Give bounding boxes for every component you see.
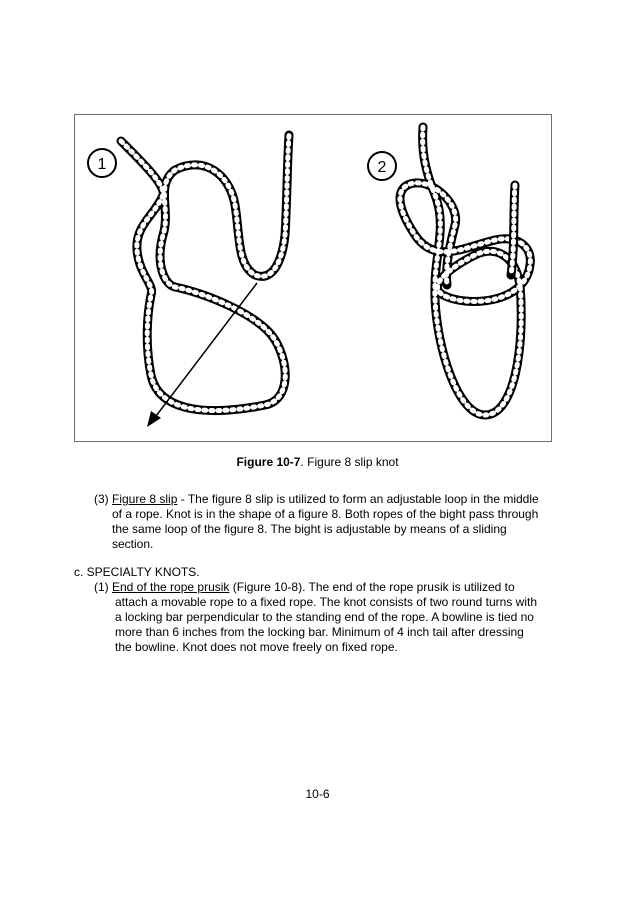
- section-1-line-3: a locking bar perpendicular to the standing end of the rope. A bowline is tied no: [115, 610, 534, 624]
- section-1-line-1: [94, 580, 564, 595]
- section-1-term: End of the rope prusik: [112, 580, 230, 594]
- section-3-line-4: section.: [112, 537, 154, 551]
- figure-caption: [0, 455, 635, 469]
- figure-8-slip-knot-illustration: [75, 115, 553, 443]
- panel-1-rope: [121, 135, 289, 411]
- section-1-line-2: attach a movable rope to a fixed rope. The knot consists of two round turns with: [115, 595, 538, 609]
- direction-arrow-line: [153, 283, 257, 420]
- section-1-line-4: more than 6 inches from the locking bar. Minimum of 4 inch tail after dressing: [115, 625, 524, 639]
- section-1-line-5: the bowline. Knot does not move freely on fixed rope.: [115, 640, 398, 654]
- caption-figure-number: Figure 10-7: [236, 455, 301, 469]
- panel-1-label: 1: [97, 156, 107, 173]
- section-3-term: Figure 8 slip: [112, 492, 178, 506]
- section-1-number: (1): [94, 580, 112, 594]
- section-3-line-2: of a rope. Knot is in the shape of a figure 8. Both ropes of the bight pass through: [112, 507, 539, 521]
- section-3-line-1: [94, 492, 564, 507]
- section-c-heading: c. SPECIALTY KNOTS.: [74, 565, 200, 579]
- section-1-text-1: (Figure 10-8). The end of the rope prusik is utilized to: [229, 580, 515, 594]
- section-3-number: (3): [94, 492, 112, 506]
- section-3-line-3: the same loop of the figure 8. The bight is adjustable by means of a sliding: [112, 522, 507, 536]
- page-number: 10-6: [305, 787, 330, 801]
- caption-title: . Figure 8 slip knot: [300, 455, 399, 469]
- section-3-text-1: - The figure 8 slip is utilized to form an adjustable loop in the middle: [177, 492, 539, 506]
- figure-10-7: [74, 114, 552, 442]
- panel-2-rope: [400, 127, 530, 415]
- panel-2-label: 2: [377, 159, 387, 176]
